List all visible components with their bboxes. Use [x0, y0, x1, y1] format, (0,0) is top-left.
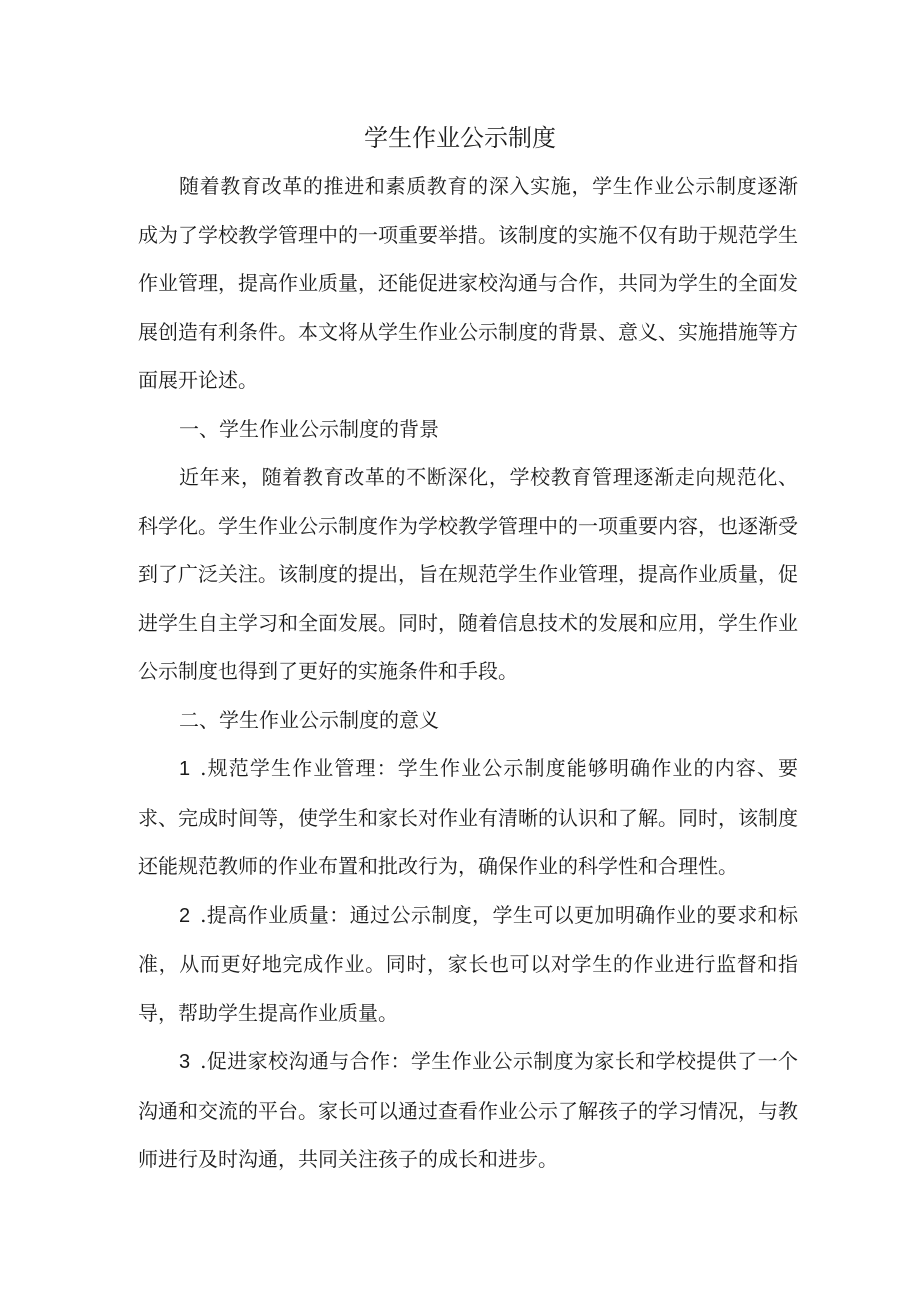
intro-paragraph: 随着教育改革的推进和素质教育的深入实施，学生作业公示制度逐渐成为了学校教学管理中的一项重要举措。该制度的实施不仅有助于规范学生作业管理，提高作业质量，还能促进家校沟通与合作，共同为学生的全面发展创造有利条件。本文将从学生作业公示制度的背景、意义、实施措施等方面展开论述。 [138, 174, 798, 392]
list-item-number: 3 [179, 1051, 191, 1073]
section-heading-background: 一、学生作业公示制度的背景 [179, 416, 439, 441]
page-title: 学生作业公示制度 [364, 124, 556, 152]
list-item [138, 744, 798, 891]
list-item-text: .促进家校沟通与合作：学生作业公示制度为家长和学校提供了一个沟通和交流的平台。家长可以通过查看作业公示了解孩子的学习情况，与教师进行及时沟通，共同关注孩子的成长和进步。 [138, 1049, 798, 1171]
document-body [138, 162, 798, 1184]
list-item [138, 1037, 798, 1184]
section-heading-significance: 二、学生作业公示制度的意义 [179, 707, 439, 732]
list-item-text: .提高作业质量：通过公示制度，学生可以更加明确作业的要求和标准，从而更好地完成作业。同时，家长也可以对学生的作业进行监督和指导，帮助学生提高作业质量。 [138, 902, 798, 1025]
list-item-number: 2 [179, 904, 191, 927]
list-item-number: 1 [179, 758, 191, 780]
list-item-text: .规范学生作业管理：学生作业公示制度能够明确作业的内容、要求、完成时间等，使学生和家长对作业有清晰的认识和了解。同时，该制度还能规范教师的作业布置和批改行为，确保作业的科学性和合理性。 [138, 756, 798, 878]
list-item [138, 891, 798, 1038]
background-paragraph: 近年来，随着教育改革的不断深化，学校教育管理逐渐走向规范化、科学化。学生作业公示制度作为学校教学管理中的一项重要内容，也逐渐受到了广泛关注。该制度的提出，旨在规范学生作业管理，提高作业质量，促进学生自主学习和全面发展。同时，随着信息技术的发展和应用，学生作业公示制度也得到了更好的实施条件和手段。 [138, 465, 798, 683]
